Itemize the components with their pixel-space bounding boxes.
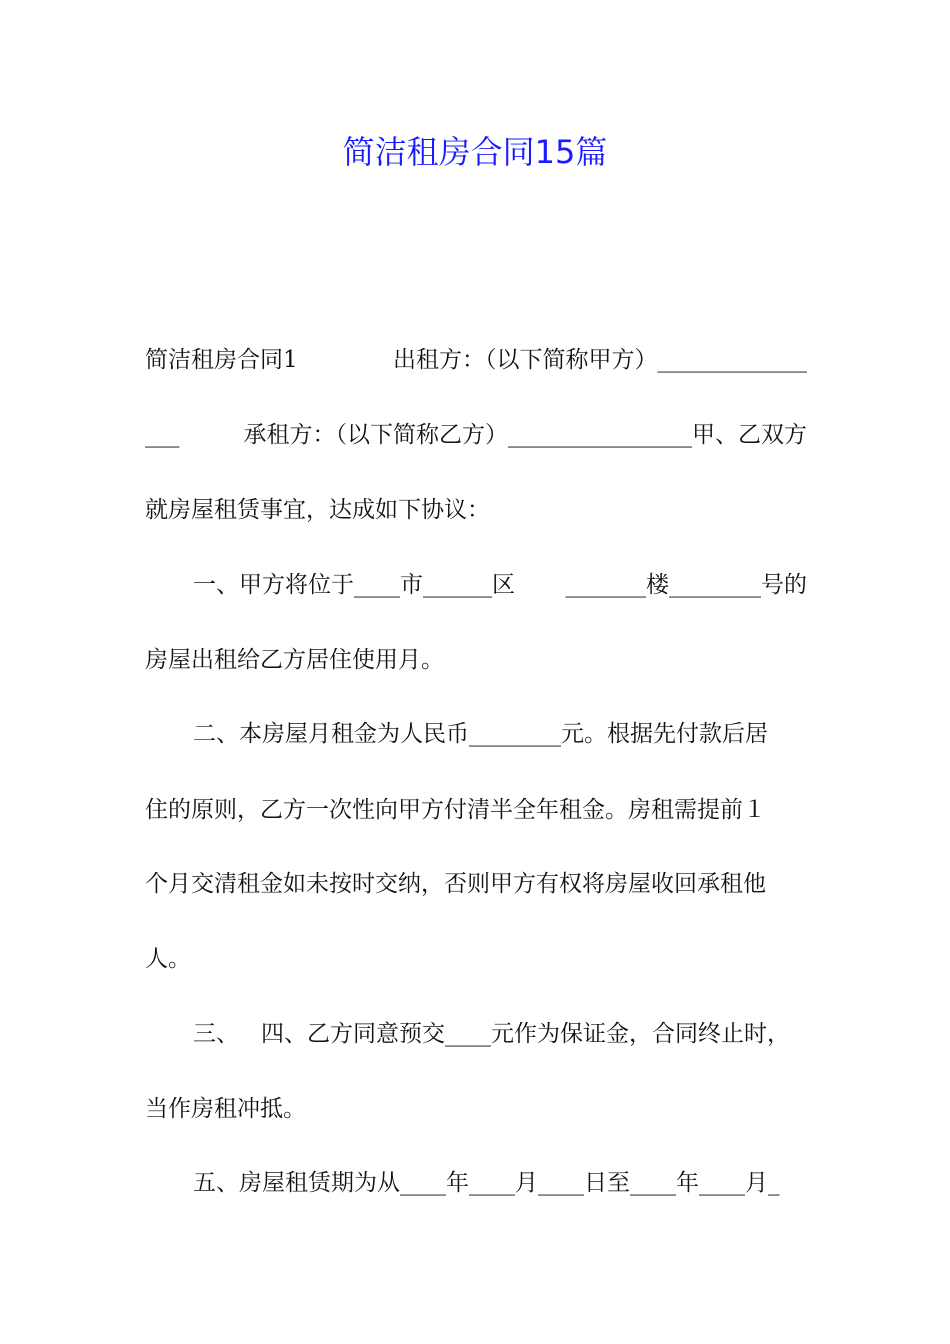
line-2-part-2: 承租方：（以下简称乙方）________________甲、乙双方 xyxy=(243,422,807,448)
text-line-12 xyxy=(193,1163,807,1203)
line-10-part-2: 四、乙方同意预交____元作为保证金，合同终止时， xyxy=(261,1021,790,1047)
text-line-4 xyxy=(193,565,807,605)
line-4-part-1: 一、甲方将位于____市______区 xyxy=(193,572,515,598)
text-line-9 xyxy=(145,939,807,979)
text-line-11 xyxy=(145,1089,807,1129)
line-2-part-1: ___ xyxy=(145,422,180,448)
line-6-part-1: 二、本房屋月租金为人民币________元。根据先付款后居 xyxy=(193,721,768,747)
line-1-part-2: 出租方：（以下简称甲方）_____________ xyxy=(393,347,807,373)
line-7-part-1: 住的原则，乙方一次性向甲方付清半全年租金。房租需提前１ xyxy=(145,797,766,823)
text-line-5 xyxy=(145,640,807,680)
text-line-10 xyxy=(193,1014,807,1054)
document-title: 简洁租房合同15篇 xyxy=(342,133,608,171)
text-line-3 xyxy=(145,490,807,530)
line-5-part-1: 房屋出租给乙方居住使用月。 xyxy=(145,647,444,673)
line-12-part-1: 五、房屋租赁期为从____年____月____日至____年____月_ xyxy=(193,1170,780,1196)
text-line-2 xyxy=(145,415,807,455)
line-4-part-2: _______楼________号的 xyxy=(565,572,807,598)
line-9-part-1: 人。 xyxy=(145,946,191,972)
text-line-8 xyxy=(145,864,807,904)
line-1-part-1: 简洁租房合同1 xyxy=(145,347,298,373)
text-line-1 xyxy=(145,340,807,380)
text-line-7 xyxy=(145,790,807,830)
line-11-part-1: 当作房租冲抵。 xyxy=(145,1096,306,1122)
line-10-part-1: 三、 xyxy=(193,1021,239,1047)
line-8-part-1: 个月交清租金如未按时交纳，否则甲方有权将房屋收回承租他 xyxy=(145,871,766,897)
line-3-part-1: 就房屋租赁事宜，达成如下协议： xyxy=(145,497,490,523)
text-line-6 xyxy=(193,714,807,754)
